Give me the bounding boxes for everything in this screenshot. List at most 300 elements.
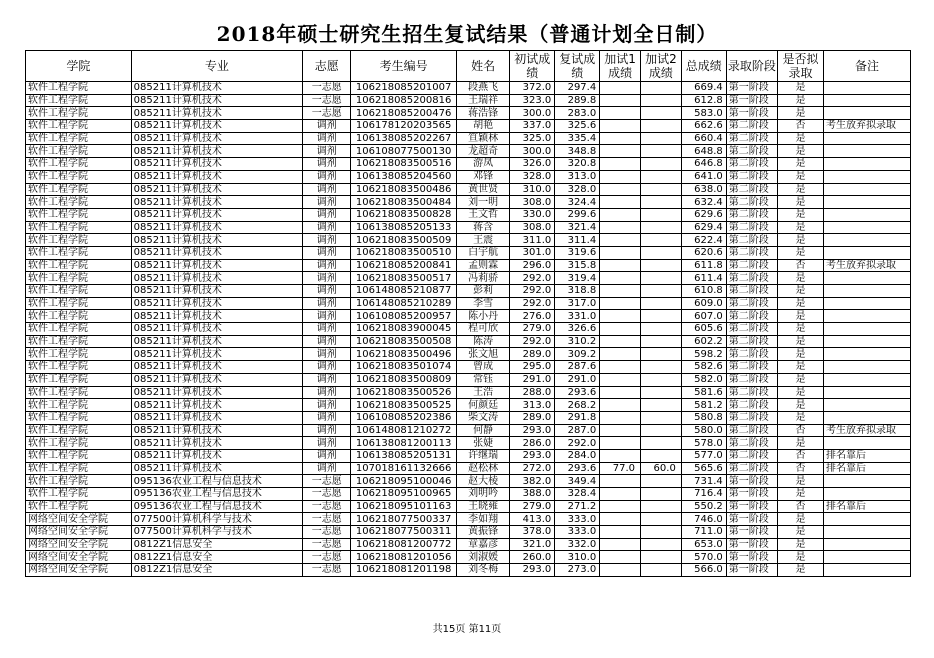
college-cell: 网络空间安全学院 <box>26 551 132 564</box>
retest-score-cell: 313.0 <box>555 170 600 183</box>
college-cell: 软件工程学院 <box>26 272 132 285</box>
admitted-cell: 是 <box>778 564 824 577</box>
total-score-cell: 581.6 <box>681 386 726 399</box>
retest-score-cell: 283.0 <box>555 107 600 120</box>
name-cell: 陈涛 <box>456 335 509 348</box>
table-row <box>26 323 911 336</box>
retest-score-cell: 325.6 <box>555 120 600 133</box>
extra2-score-cell <box>641 183 682 196</box>
total-score-cell: 662.6 <box>681 120 726 133</box>
initial-score-cell: 308.0 <box>510 221 555 234</box>
initial-score-cell: 413.0 <box>510 513 555 526</box>
extra1-score-cell <box>600 513 641 526</box>
table-row <box>26 424 911 437</box>
exam-id-cell: 106218083500484 <box>351 196 457 209</box>
table-row <box>26 475 911 488</box>
choice-cell: 调剂 <box>303 259 351 272</box>
remark-cell <box>824 386 911 399</box>
major-cell: 085211计算机技术 <box>131 297 303 310</box>
college-cell: 软件工程学院 <box>26 424 132 437</box>
college-cell: 软件工程学院 <box>26 361 132 374</box>
major-cell: 095136农业工程与信息技术 <box>131 500 303 513</box>
name-cell: 段燕飞 <box>456 82 509 95</box>
name-cell: 程可欣 <box>456 323 509 336</box>
retest-score-cell: 319.4 <box>555 272 600 285</box>
admitted-cell: 否 <box>778 120 824 133</box>
remark-cell <box>824 488 911 501</box>
retest-score-cell: 299.6 <box>555 208 600 221</box>
extra2-score-cell <box>641 82 682 95</box>
retest-score-cell: 349.4 <box>555 475 600 488</box>
retest-score-cell: 320.8 <box>555 158 600 171</box>
stage-cell: 第二阶段 <box>726 399 777 412</box>
retest-score-cell: 293.6 <box>555 462 600 475</box>
choice-cell: 调剂 <box>303 297 351 310</box>
table-row <box>26 285 911 298</box>
major-cell: 085211计算机技术 <box>131 170 303 183</box>
admitted-cell: 是 <box>778 208 824 221</box>
choice-cell: 调剂 <box>303 348 351 361</box>
extra1-score-cell <box>600 297 641 310</box>
major-cell: 085211计算机技术 <box>131 285 303 298</box>
choice-cell: 调剂 <box>303 411 351 424</box>
exam-id-cell: 106218083900045 <box>351 323 457 336</box>
admitted-cell: 是 <box>778 323 824 336</box>
retest-score-cell: 271.2 <box>555 500 600 513</box>
choice-cell: 一志愿 <box>303 538 351 551</box>
stage-cell: 第二阶段 <box>726 272 777 285</box>
remark-cell <box>824 285 911 298</box>
page-footer: 共15页 第11页 <box>432 624 502 635</box>
initial-score-cell: 300.0 <box>510 107 555 120</box>
exam-id-cell: 106138085202267 <box>351 132 457 145</box>
retest-score-cell: 311.4 <box>555 234 600 247</box>
table-row <box>26 449 911 462</box>
exam-id-cell: 106218083500525 <box>351 399 457 412</box>
major-cell: 085211计算机技术 <box>131 399 303 412</box>
initial-score-cell: 286.0 <box>510 437 555 450</box>
major-cell: 085211计算机技术 <box>131 437 303 450</box>
initial-score-cell: 291.0 <box>510 373 555 386</box>
total-score-cell: 565.6 <box>681 462 726 475</box>
exam-id-cell: 106218083500828 <box>351 208 457 221</box>
table-row <box>26 513 911 526</box>
remark-cell <box>824 564 911 577</box>
retest-score-cell: 291.8 <box>555 411 600 424</box>
exam-id-cell: 106218083500517 <box>351 272 457 285</box>
total-score-cell: 716.4 <box>681 488 726 501</box>
initial-score-cell: 292.0 <box>510 272 555 285</box>
stage-cell: 第二阶段 <box>726 361 777 374</box>
admitted-cell: 是 <box>778 348 824 361</box>
college-cell: 软件工程学院 <box>26 234 132 247</box>
choice-cell: 调剂 <box>303 323 351 336</box>
col-header-name: 姓名 <box>456 51 509 82</box>
extra1-score-cell <box>600 107 641 120</box>
extra1-score-cell <box>600 221 641 234</box>
initial-score-cell: 311.0 <box>510 234 555 247</box>
extra2-score-cell <box>641 449 682 462</box>
stage-cell: 第二阶段 <box>726 158 777 171</box>
major-cell: 085211计算机技术 <box>131 259 303 272</box>
extra1-score-cell <box>600 285 641 298</box>
initial-score-cell: 293.0 <box>510 424 555 437</box>
stage-cell: 第一阶段 <box>726 564 777 577</box>
name-cell: 邓锋 <box>456 170 509 183</box>
table-row <box>26 272 911 285</box>
table-row <box>26 437 911 450</box>
total-score-cell: 669.4 <box>681 82 726 95</box>
college-cell: 软件工程学院 <box>26 373 132 386</box>
table-row <box>26 538 911 551</box>
name-cell: 彭莉 <box>456 285 509 298</box>
stage-cell: 第二阶段 <box>726 462 777 475</box>
admitted-cell: 是 <box>778 335 824 348</box>
exam-id-cell: 106218083500526 <box>351 386 457 399</box>
major-cell: 085211计算机技术 <box>131 82 303 95</box>
table-row <box>26 386 911 399</box>
choice-cell: 一志愿 <box>303 564 351 577</box>
total-score-cell: 638.0 <box>681 183 726 196</box>
extra2-score-cell <box>641 564 682 577</box>
remark-cell <box>824 373 911 386</box>
extra1-score-cell <box>600 373 641 386</box>
remark-cell: 排名靠后 <box>824 462 911 475</box>
total-score-cell: 577.0 <box>681 449 726 462</box>
name-cell: 常钰 <box>456 373 509 386</box>
name-cell: 笪颖林 <box>456 132 509 145</box>
admitted-cell: 是 <box>778 411 824 424</box>
choice-cell: 调剂 <box>303 462 351 475</box>
table-row <box>26 145 911 158</box>
name-cell: 刘一明 <box>456 196 509 209</box>
major-cell: 077500计算机科学与技术 <box>131 513 303 526</box>
college-cell: 软件工程学院 <box>26 475 132 488</box>
initial-score-cell: 292.0 <box>510 285 555 298</box>
exam-id-cell: 106138085205131 <box>351 449 457 462</box>
major-cell: 077500计算机科学与技术 <box>131 526 303 539</box>
stage-cell: 第一阶段 <box>726 551 777 564</box>
initial-score-cell: 301.0 <box>510 246 555 259</box>
total-score-cell: 550.2 <box>681 500 726 513</box>
exam-id-cell: 106108085202386 <box>351 411 457 424</box>
exam-id-cell: 106218083500508 <box>351 335 457 348</box>
exam-id-cell: 106218095100046 <box>351 475 457 488</box>
name-cell: 柴文涛 <box>456 411 509 424</box>
admitted-cell: 是 <box>778 145 824 158</box>
college-cell: 软件工程学院 <box>26 500 132 513</box>
major-cell: 085211计算机技术 <box>131 373 303 386</box>
total-score-cell: 580.8 <box>681 411 726 424</box>
extra2-score-cell <box>641 246 682 259</box>
college-cell: 软件工程学院 <box>26 259 132 272</box>
stage-cell: 第二阶段 <box>726 145 777 158</box>
col-header-choice: 志愿 <box>303 51 351 82</box>
choice-cell: 调剂 <box>303 158 351 171</box>
table-row <box>26 259 911 272</box>
stage-cell: 第二阶段 <box>726 348 777 361</box>
retest-score-cell: 331.0 <box>555 310 600 323</box>
choice-cell: 调剂 <box>303 208 351 221</box>
table-row <box>26 373 911 386</box>
choice-cell: 调剂 <box>303 145 351 158</box>
choice-cell: 调剂 <box>303 373 351 386</box>
choice-cell: 调剂 <box>303 285 351 298</box>
initial-score-cell: 382.0 <box>510 475 555 488</box>
total-score-cell: 578.0 <box>681 437 726 450</box>
major-cell: 0812Z1信息安全 <box>131 551 303 564</box>
major-cell: 085211计算机技术 <box>131 120 303 133</box>
table-row <box>26 82 911 95</box>
remark-cell <box>824 246 911 259</box>
choice-cell: 一志愿 <box>303 107 351 120</box>
extra2-score-cell <box>641 196 682 209</box>
initial-score-cell: 272.0 <box>510 462 555 475</box>
stage-cell: 第一阶段 <box>726 475 777 488</box>
extra1-score-cell: 77.0 <box>600 462 641 475</box>
admitted-cell: 是 <box>778 526 824 539</box>
extra2-score-cell <box>641 551 682 564</box>
admitted-cell: 否 <box>778 449 824 462</box>
name-cell: 黄世贤 <box>456 183 509 196</box>
total-score-cell: 582.6 <box>681 361 726 374</box>
extra1-score-cell <box>600 272 641 285</box>
table-row <box>26 183 911 196</box>
exam-id-cell: 106218095100965 <box>351 488 457 501</box>
stage-cell: 第二阶段 <box>726 120 777 133</box>
stage-cell: 第一阶段 <box>726 107 777 120</box>
name-cell: 许继瑞 <box>456 449 509 462</box>
extra2-score-cell: 60.0 <box>641 462 682 475</box>
retest-score-cell: 292.0 <box>555 437 600 450</box>
stage-cell: 第二阶段 <box>726 183 777 196</box>
major-cell: 085211计算机技术 <box>131 221 303 234</box>
remark-cell <box>824 208 911 221</box>
remark-cell <box>824 82 911 95</box>
remark-cell <box>824 145 911 158</box>
exam-id-cell: 107018161132666 <box>351 462 457 475</box>
admitted-cell: 是 <box>778 107 824 120</box>
college-cell: 软件工程学院 <box>26 120 132 133</box>
extra1-score-cell <box>600 208 641 221</box>
extra2-score-cell <box>641 437 682 450</box>
stage-cell: 第二阶段 <box>726 297 777 310</box>
table-row <box>26 551 911 564</box>
extra2-score-cell <box>641 208 682 221</box>
stage-cell: 第二阶段 <box>726 373 777 386</box>
extra1-score-cell <box>600 82 641 95</box>
major-cell: 0812Z1信息安全 <box>131 564 303 577</box>
total-score-cell: 620.6 <box>681 246 726 259</box>
admitted-cell: 是 <box>778 158 824 171</box>
retest-score-cell: 287.0 <box>555 424 600 437</box>
name-cell: 孟则霖 <box>456 259 509 272</box>
remark-cell <box>824 107 911 120</box>
stage-cell: 第二阶段 <box>726 437 777 450</box>
extra1-score-cell <box>600 259 641 272</box>
total-score-cell: 605.6 <box>681 323 726 336</box>
extra2-score-cell <box>641 513 682 526</box>
choice-cell: 调剂 <box>303 170 351 183</box>
stage-cell: 第一阶段 <box>726 526 777 539</box>
total-score-cell: 602.2 <box>681 335 726 348</box>
exam-id-cell: 106108085200957 <box>351 310 457 323</box>
col-header-remark: 备注 <box>824 51 911 82</box>
extra1-score-cell <box>600 246 641 259</box>
admitted-cell: 是 <box>778 82 824 95</box>
table-body <box>26 82 911 577</box>
major-cell: 085211计算机技术 <box>131 246 303 259</box>
retest-score-cell: 293.6 <box>555 386 600 399</box>
admitted-cell: 是 <box>778 399 824 412</box>
name-cell: 王震 <box>456 234 509 247</box>
choice-cell: 调剂 <box>303 272 351 285</box>
table-row <box>26 208 911 221</box>
retest-score-cell: 318.8 <box>555 285 600 298</box>
name-cell: 刘冬梅 <box>456 564 509 577</box>
name-cell: 蒋浩锋 <box>456 107 509 120</box>
table-row <box>26 196 911 209</box>
extra2-score-cell <box>641 297 682 310</box>
remark-cell <box>824 335 911 348</box>
extra2-score-cell <box>641 234 682 247</box>
exam-id-cell: 106218083500486 <box>351 183 457 196</box>
retest-score-cell: 291.0 <box>555 373 600 386</box>
college-cell: 软件工程学院 <box>26 399 132 412</box>
college-cell: 网络空间安全学院 <box>26 513 132 526</box>
initial-score-cell: 279.0 <box>510 323 555 336</box>
choice-cell: 调剂 <box>303 386 351 399</box>
stage-cell: 第一阶段 <box>726 82 777 95</box>
admitted-cell: 是 <box>778 272 824 285</box>
table-row <box>26 411 911 424</box>
extra1-score-cell <box>600 526 641 539</box>
college-cell: 网络空间安全学院 <box>26 564 132 577</box>
choice-cell: 调剂 <box>303 437 351 450</box>
remark-cell <box>824 183 911 196</box>
stage-cell: 第二阶段 <box>726 449 777 462</box>
stage-cell: 第一阶段 <box>726 513 777 526</box>
extra1-score-cell <box>600 564 641 577</box>
admitted-cell: 是 <box>778 297 824 310</box>
retest-score-cell: 332.0 <box>555 538 600 551</box>
retest-score-cell: 324.4 <box>555 196 600 209</box>
name-cell: 赵松林 <box>456 462 509 475</box>
remark-cell: 排名靠后 <box>824 500 911 513</box>
admitted-cell: 是 <box>778 361 824 374</box>
college-cell: 软件工程学院 <box>26 132 132 145</box>
name-cell: 白宇航 <box>456 246 509 259</box>
col-header-extra1-score: 加试1成绩 <box>600 51 641 82</box>
choice-cell: 调剂 <box>303 335 351 348</box>
exam-id-cell: 106108077500130 <box>351 145 457 158</box>
exam-id-cell: 106218083500509 <box>351 234 457 247</box>
page-title: 2018年硕士研究生招生复试结果（普通计划全日制） <box>216 22 718 46</box>
major-cell: 085211计算机技术 <box>131 310 303 323</box>
choice-cell: 一志愿 <box>303 94 351 107</box>
table-row <box>26 361 911 374</box>
exam-id-cell: 106148085210289 <box>351 297 457 310</box>
retest-score-cell: 297.4 <box>555 82 600 95</box>
exam-id-cell: 106138085204560 <box>351 170 457 183</box>
college-cell: 软件工程学院 <box>26 196 132 209</box>
table-row <box>26 335 911 348</box>
header-row <box>26 51 911 82</box>
remark-cell: 考生放弃拟录取 <box>824 424 911 437</box>
stage-cell: 第一阶段 <box>726 488 777 501</box>
initial-score-cell: 289.0 <box>510 411 555 424</box>
remark-cell <box>824 323 911 336</box>
stage-cell: 第二阶段 <box>726 208 777 221</box>
extra2-score-cell <box>641 500 682 513</box>
admitted-cell: 是 <box>778 538 824 551</box>
retest-score-cell: 289.8 <box>555 94 600 107</box>
choice-cell: 调剂 <box>303 399 351 412</box>
name-cell: 张文旭 <box>456 348 509 361</box>
admitted-cell: 否 <box>778 259 824 272</box>
name-cell: 刘明吟 <box>456 488 509 501</box>
retest-score-cell: 328.4 <box>555 488 600 501</box>
admitted-cell: 是 <box>778 488 824 501</box>
college-cell: 软件工程学院 <box>26 145 132 158</box>
stage-cell: 第二阶段 <box>726 411 777 424</box>
initial-score-cell: 293.0 <box>510 564 555 577</box>
exam-id-cell: 106218083501074 <box>351 361 457 374</box>
major-cell: 085211计算机技术 <box>131 145 303 158</box>
admitted-cell: 是 <box>778 246 824 259</box>
initial-score-cell: 308.0 <box>510 196 555 209</box>
exam-id-cell: 106218085200816 <box>351 94 457 107</box>
col-header-stage: 录取阶段 <box>726 51 777 82</box>
table-row <box>26 221 911 234</box>
remark-cell: 考生放弃拟录取 <box>824 120 911 133</box>
name-cell: 李如翔 <box>456 513 509 526</box>
table-row <box>26 348 911 361</box>
remark-cell <box>824 234 911 247</box>
name-cell: 陈小丹 <box>456 310 509 323</box>
total-score-cell: 731.4 <box>681 475 726 488</box>
table-row <box>26 234 911 247</box>
college-cell: 软件工程学院 <box>26 221 132 234</box>
name-cell: 蒋含 <box>456 221 509 234</box>
exam-id-cell: 106218081200772 <box>351 538 457 551</box>
retest-score-cell: 319.6 <box>555 246 600 259</box>
extra2-score-cell <box>641 373 682 386</box>
stage-cell: 第二阶段 <box>726 386 777 399</box>
table-row <box>26 500 911 513</box>
choice-cell: 一志愿 <box>303 526 351 539</box>
retest-score-cell: 335.4 <box>555 132 600 145</box>
col-header-extra2-score: 加试2成绩 <box>641 51 682 82</box>
extra2-score-cell <box>641 259 682 272</box>
remark-cell <box>824 170 911 183</box>
name-cell: 李雪 <box>456 297 509 310</box>
college-cell: 软件工程学院 <box>26 488 132 501</box>
col-header-college: 学院 <box>26 51 132 82</box>
exam-id-cell: 106138081200113 <box>351 437 457 450</box>
extra2-score-cell <box>641 120 682 133</box>
extra1-score-cell <box>600 94 641 107</box>
total-score-cell: 746.0 <box>681 513 726 526</box>
stage-cell: 第一阶段 <box>726 538 777 551</box>
name-cell: 龙超奇 <box>456 145 509 158</box>
remark-cell <box>824 221 911 234</box>
college-cell: 软件工程学院 <box>26 107 132 120</box>
retest-score-cell: 328.0 <box>555 183 600 196</box>
extra2-score-cell <box>641 170 682 183</box>
total-score-cell: 632.4 <box>681 196 726 209</box>
extra2-score-cell <box>641 361 682 374</box>
